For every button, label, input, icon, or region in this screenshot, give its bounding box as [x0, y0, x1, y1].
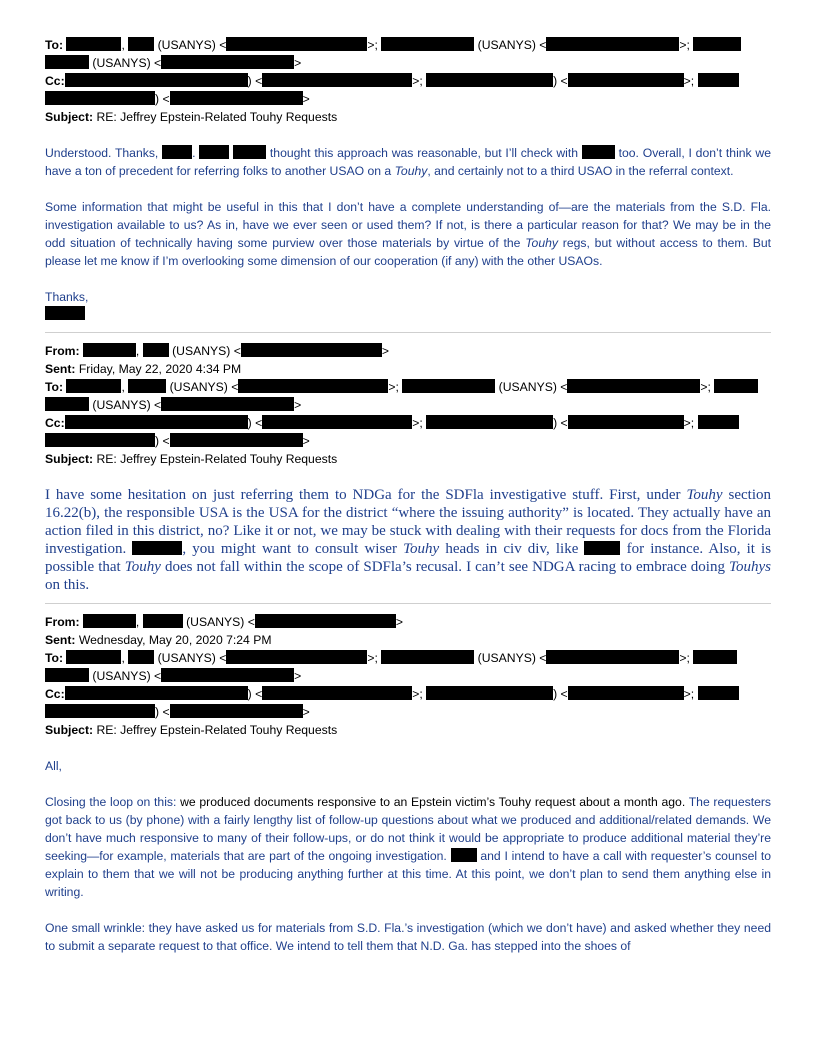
- redaction-box: [170, 91, 303, 105]
- redaction-box: [546, 37, 679, 51]
- redaction-box: [170, 704, 303, 718]
- redaction-box: [381, 37, 474, 51]
- redaction-box: [162, 145, 192, 159]
- sent-date: Friday, May 22, 2020 4:34 PM: [78, 362, 242, 376]
- redaction-box: [584, 541, 620, 555]
- subject-label: Subject:: [45, 723, 94, 737]
- from-label: From:: [45, 615, 80, 629]
- email3-paragraph-2: One small wrinkle: they have asked us for materials from S.D. Fla.’s investigation (which we don’t have) and asked whether they need to submit a separate request to that office. We intend to tell them that N.D. Ga. has stepped into the shoes of: [45, 921, 771, 953]
- redaction-box: [241, 343, 382, 357]
- subject-line: [45, 108, 771, 126]
- subject-text: RE: Jeffrey Epstein-Related Touhy Requests: [96, 723, 338, 737]
- redaction-box: [426, 415, 553, 429]
- redaction-box: [567, 379, 700, 393]
- redaction-box: [233, 145, 266, 159]
- redaction-box: [226, 650, 367, 664]
- subject-line: [45, 721, 771, 739]
- to-label: To:: [45, 651, 64, 665]
- to-line: To: , (USANYS) < >; (USANYS) < >;: [45, 378, 771, 396]
- redaction-box: [698, 415, 739, 429]
- redaction-box: [693, 37, 741, 51]
- cc-line: Cc: ) < >; ) < >;: [45, 414, 771, 432]
- redaction-box: [132, 541, 182, 555]
- redaction-box: [128, 379, 166, 393]
- to-label: To:: [45, 380, 64, 394]
- sent-label: Sent:: [45, 362, 76, 376]
- redaction-box: [568, 415, 684, 429]
- email1-paragraph-2: Some information that might be useful in this that I don’t have a complete understanding of—are the materials from the S.D. Fla. investigation available to us? As in, have we ever seen or used them? If not, is there a particular reason for that? We may be in the odd situation of technically having some purview over those materials by virtue of the Touhy regs, but without access to them. But please let me know if I’m overlooking some dimension of our cooperation (if any) with the other USAOs.: [45, 200, 772, 268]
- redaction-box: [381, 650, 474, 664]
- redaction-box: [262, 415, 412, 429]
- redaction-box: [546, 650, 679, 664]
- redaction-box: [426, 686, 553, 700]
- sent-line: [45, 360, 771, 378]
- cc-line: Cc: ) < >; ) < >;: [45, 685, 771, 703]
- redaction-box: [45, 433, 155, 447]
- sent-date: Wednesday, May 20, 2020 7:24 PM: [78, 633, 272, 647]
- subject-label: Subject:: [45, 110, 94, 124]
- to-line: To: , (USANYS) < >; (USANYS) < >;: [45, 649, 771, 667]
- divider: [45, 603, 771, 604]
- redaction-box: [451, 848, 477, 862]
- redaction-box: [402, 379, 495, 393]
- redaction-box: [255, 614, 396, 628]
- cc-label: Cc:: [45, 74, 65, 88]
- email2-paragraph: I have some hesitation on just referring them to NDGa for the SDFla investigative stuff. First, under Touhy section 16.22(b), the responsible USA is the USA for the district “where the issuing authority” is located. They actually have an action filed in this district, no? Like it or not, we may be stuck with dealing with their requests for docs from the Florida investigation. , you might want to consult wiser Touhy heads in civ div, like for instance. Also, it is possible that Touhy does not fall within the scope of SDFla’s recusal. I can’t see NDGA racing to embrace doing Touhys on this.: [45, 487, 772, 593]
- redaction-box: [161, 55, 294, 69]
- redaction-box: [83, 343, 136, 357]
- redaction-box: [128, 37, 154, 51]
- redaction-box: [568, 73, 684, 87]
- email-header-1: To: , (USANYS) < >; (USANYS) < >; (USANYS) < > Cc: ) < >; ) < >; ) < > Subject: RE: Jeffrey Epstein-Related Touhy Requests: [45, 36, 771, 126]
- redaction-box: [238, 379, 388, 393]
- sent-line: [45, 631, 771, 649]
- email-header-2: From: , (USANYS) < > Sent: Friday, May 22, 2020 4:34 PM To: , (USANYS) < >; (USANYS) < >; (USANYS) < > Cc: ) < >; ) < >; ) < > Subject: RE: Jeffrey Epstein-Related Touhy Requests: [45, 342, 771, 468]
- redaction-box: [262, 73, 412, 87]
- subject-text: RE: Jeffrey Epstein-Related Touhy Requests: [96, 110, 338, 124]
- redaction-box: [714, 379, 758, 393]
- email3-paragraph-1: Closing the loop on this: we produced documents responsive to an Epstein victim’s Touhy request about a month ago. The requesters got back to us (by phone) with a fairly lengthy list of follow-up questions about what we produced and additional/related demands. We don’t have much responsive to many of their follow-ups, or do not think it would be appropriate to produce additional material they’re seeking—for example, materials that are part of the ongoing investigation. and I intend to have a call with requester’s counsel to explain to them that we will not be producing anything further at this time. At this point, we don’t plan to send them anything else in writing.: [45, 795, 772, 899]
- email-thread: [45, 36, 771, 955]
- redaction-box: [83, 614, 136, 628]
- subject-line: [45, 450, 771, 468]
- redaction-box: [143, 614, 183, 628]
- divider: [45, 332, 771, 333]
- from-line: From: , (USANYS) < >: [45, 344, 389, 358]
- to-line: To: , (USANYS) < >; (USANYS) < >;: [45, 36, 771, 54]
- redaction-box: [143, 343, 169, 357]
- redaction-box: [226, 37, 367, 51]
- redaction-box: [170, 433, 303, 447]
- redaction-box: [45, 668, 89, 682]
- redaction-box: [161, 397, 294, 411]
- redaction-box: [161, 668, 294, 682]
- redaction-box: [66, 37, 121, 51]
- redaction-box: [45, 704, 155, 718]
- to-label: To:: [45, 38, 64, 52]
- redaction-box: [65, 73, 248, 87]
- redaction-box: [45, 91, 155, 105]
- subject-label: Subject:: [45, 452, 94, 466]
- email1-signoff: Thanks,: [45, 290, 89, 304]
- from-line: From: , (USANYS) < >: [45, 615, 403, 629]
- redaction-box: [582, 145, 615, 159]
- redaction-box: [426, 73, 553, 87]
- cc-label: Cc:: [45, 416, 65, 430]
- redaction-box: [693, 650, 737, 664]
- redaction-box: [45, 397, 89, 411]
- redaction-box: [698, 73, 739, 87]
- redaction-box: [128, 650, 154, 664]
- signature-redaction: [45, 306, 85, 320]
- email1-paragraph-1: Understood. Thanks, . thought this approach was reasonable, but I’ll check with too. Overall, I don’t think we have a ton of precedent for referring folks to another USAO on a Touhy, and certainly not to a third USAO in the referral context.: [45, 146, 772, 178]
- redaction-box: [65, 415, 248, 429]
- redaction-box: [45, 55, 89, 69]
- email3-greeting: All,: [45, 759, 62, 773]
- subject-text: RE: Jeffrey Epstein-Related Touhy Requests: [96, 452, 338, 466]
- from-label: From:: [45, 344, 80, 358]
- email-header-3: From: , (USANYS) < > Sent: Wednesday, May 20, 2020 7:24 PM To: , (USANYS) < >; (USANYS) < >; (USANYS) < > Cc: ) < >; ) < >; ) < > Subject: RE: Jeffrey Epstein-Related Touhy Requests: [45, 613, 771, 739]
- redaction-box: [66, 379, 121, 393]
- redaction-box: [698, 686, 739, 700]
- redaction-box: [568, 686, 684, 700]
- sent-label: Sent:: [45, 633, 76, 647]
- redaction-box: [199, 145, 229, 159]
- cc-line: Cc: ) < >; ) < >;: [45, 72, 771, 90]
- cc-label: Cc:: [45, 687, 65, 701]
- redaction-box: [65, 686, 248, 700]
- redaction-box: [262, 686, 412, 700]
- redaction-box: [66, 650, 121, 664]
